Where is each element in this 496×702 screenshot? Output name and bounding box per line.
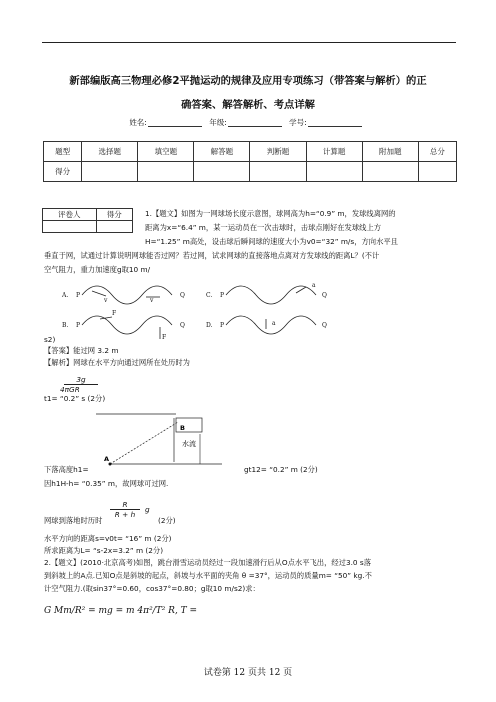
score-header-cell: 总分 — [418, 142, 456, 162]
landing-text: 网球到落地时历时 — [44, 516, 103, 525]
grade-label: 年级: — [209, 118, 227, 127]
score-header-cell: 填空题 — [138, 142, 194, 162]
grader-cell[interactable] — [43, 221, 97, 233]
formula1-numerator: 3g — [64, 375, 98, 385]
q1-line4: 垂直于网，试通过计算说明网球能否过网？若过网，试求网球的直接落地点离对方发球线的距离L？(不计 — [44, 251, 380, 260]
point-p-label: P — [76, 322, 81, 329]
force-label: F — [162, 334, 167, 341]
q2-line3: 计空气阻力.(取sin37°=0.60，cos37°=0.80；g取10 m/s2)求： — [44, 584, 260, 593]
doc-title-line2: 确答案、解答解析、考点详解 — [181, 99, 315, 111]
id-field[interactable] — [308, 126, 362, 127]
wave-d — [226, 316, 316, 334]
score-table-header — [44, 142, 457, 162]
score-table-row — [44, 162, 457, 182]
grader-score-cell[interactable] — [96, 221, 132, 233]
score-cell[interactable] — [250, 162, 306, 182]
point-q-label: Q — [180, 322, 185, 329]
student-info-line — [0, 117, 496, 128]
velocity-label: v — [150, 297, 154, 304]
wave-a — [82, 286, 172, 304]
net-diagram — [96, 412, 226, 470]
q1-line1: 1.【题文】如图为一网球场长度示意图，球网高为h=“0.9” m，发球线离网的 — [145, 209, 396, 218]
option-b-label: B. — [62, 322, 69, 329]
score-cell[interactable] — [306, 162, 362, 182]
score-row-label: 得分 — [44, 162, 82, 182]
accel-label: a — [272, 320, 276, 327]
option-a-label: A. — [62, 292, 69, 299]
grader-score-header: 得分 — [96, 209, 132, 221]
formula2-tail: (2分) — [158, 516, 176, 525]
option-d-label: D. — [206, 322, 213, 329]
score-cell[interactable] — [138, 162, 194, 182]
point-q-label: Q — [322, 292, 327, 299]
velocity-label: v — [104, 297, 108, 304]
header-rule — [42, 42, 456, 43]
cause-text: 因h1H-h= “0.35” m，故网球可过网. — [44, 479, 169, 488]
name-field[interactable] — [148, 126, 202, 127]
point-p-label: P — [220, 322, 225, 329]
fall-height-text: 下落高度h1= — [44, 465, 89, 474]
grade-field[interactable] — [228, 126, 282, 127]
arrow-c — [296, 287, 306, 293]
doc-title-line1: 新部编版高三物理必修2平抛运动的规律及应用专项练习（带答案与解析）的正 — [69, 75, 427, 87]
formula2-g: g — [145, 505, 150, 514]
option-c-label: C. — [206, 292, 213, 299]
point-q-label: Q — [180, 292, 185, 299]
formula2-numerator: R — [110, 500, 140, 510]
formula1-denominator: 4πGR — [60, 385, 80, 394]
answer-distance-text: 所求距离为L= “s-2x=3.2” m (2分) — [44, 546, 164, 555]
page-footer: 试卷第 12 页共 12 页 — [203, 668, 293, 678]
point-p-label: P — [220, 292, 225, 299]
score-header-cell: 解答题 — [194, 142, 250, 162]
score-header-cell: 判断题 — [250, 142, 306, 162]
score-header-cell: 选择题 — [82, 142, 138, 162]
q1-line3: H=“1.25” m高处，设击球后瞬间球的速度大小为v0=“32” m/s，方向水平且 — [145, 237, 398, 246]
q1-line5: 空气阻力，重力加速度g取10 m/ — [44, 265, 151, 274]
score-cell[interactable] — [418, 162, 456, 182]
arrow-a1 — [92, 291, 106, 296]
name-label: 姓名: — [129, 118, 147, 127]
q2-line1: 2.【题文】(2010·北京高考)如图，跳台滑雪运动员经过一段加速滑行后从O点水平飞出，经过3.0 s落 — [44, 558, 371, 567]
id-label: 学号: — [289, 118, 307, 127]
score-cell[interactable] — [194, 162, 250, 182]
point-p-label: P — [76, 292, 81, 299]
point-b-label: B — [180, 424, 185, 432]
q2-line2: 到斜坡上的A点.已知O点是斜坡的起点，斜坡与水平面的夹角 θ =37°，运动员的质量m= “50” kg.不 — [44, 571, 372, 580]
flow-label: 水流 — [182, 440, 196, 448]
score-header-cell: 题型 — [44, 142, 82, 162]
score-header-cell: 附加题 — [362, 142, 418, 162]
q1-answer: 【答案】能过网 3.2 m — [44, 346, 119, 355]
formula1-text: t1= “0.2” s (2分) — [44, 394, 106, 403]
score-cell[interactable] — [362, 162, 418, 182]
score-header-cell: 计算题 — [306, 142, 362, 162]
force-label: F — [112, 310, 117, 317]
wave-options-figure — [60, 283, 360, 343]
gt-text: gt12= “0.2” m (2分) — [244, 465, 318, 474]
point-a-label: A — [104, 455, 110, 463]
q2-formula: G Mm/R² = mg = m 4π²/T² R, T = — [44, 606, 198, 616]
q1-line2: 距离为x=“6.4” m，某一运动员在一次击球时，击球点刚好在发球线上方 — [145, 223, 382, 232]
wave-b — [82, 316, 172, 334]
q1-units-tail: s2) — [44, 335, 56, 344]
score-cell[interactable] — [82, 162, 138, 182]
formula2-denominator: R + h — [114, 510, 136, 519]
score-table — [43, 141, 457, 182]
point-q-label: Q — [322, 322, 327, 329]
q1-analysis: 【解析】网球在水平方向通过网所在处历时为 — [44, 358, 190, 367]
horizontal-distance-text: 水平方向的距离s=v0t= “16” m (2分) — [44, 534, 172, 543]
accel-label: a — [312, 283, 316, 289]
grader-table — [42, 208, 133, 233]
grader-header: 评卷人 — [43, 209, 97, 221]
